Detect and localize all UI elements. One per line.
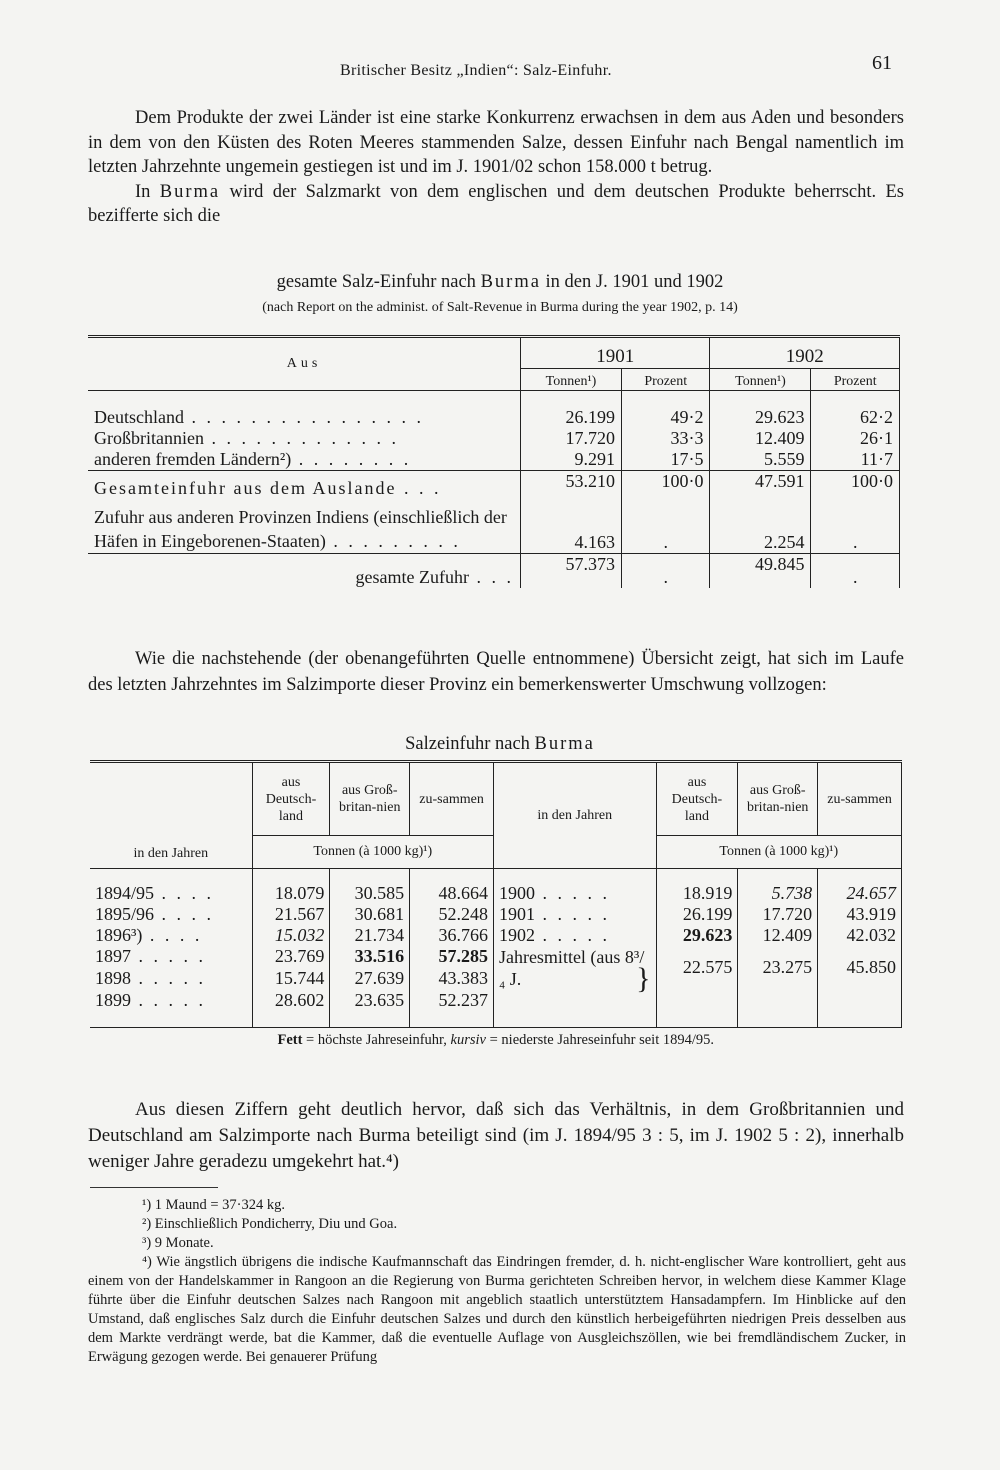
footnote-3: ³) 9 Monate. [142,1235,214,1251]
table1-title-burma: Burma [480,272,541,292]
row-label: Gesamteinfuhr aus dem Auslande [94,477,397,498]
cell-value: 48.664 [410,883,494,904]
year-label: 1898 [95,968,131,988]
leader-dots: . . . . . [534,882,610,903]
row-label: Großbritannien [94,427,204,448]
col-header-sum-right: zu-sammen [818,762,902,836]
table2-title [0,734,1000,755]
table-row [88,449,900,471]
cell-value: 9.291 [521,449,622,471]
col-header-aus: Aus [88,337,521,391]
year-label: 1900 [498,882,535,903]
cell-value: 52.248 [410,904,494,925]
col-header-prozent-1901: Prozent [622,368,710,390]
cell-value: 4.163 [521,499,622,554]
col-header-tonnen-1902: Tonnen¹) [710,368,811,390]
paragraph-2 [88,180,904,229]
cell-value: 17.720 [521,428,622,449]
leader-dots: . . . . . . . . . [325,530,461,551]
leader-dots: . . . . . . . . . . . . . . . . [183,406,424,427]
row-label: anderen fremden Ländern²) [94,448,292,469]
cell-value: 12.409 [738,925,818,946]
table-row [88,428,900,449]
table-row [90,946,902,968]
col-header-years-right: in den Jahren [493,762,656,869]
cell-value: 100·0 [622,470,710,499]
table-row-provinces [88,499,900,554]
row-label: Zufuhr aus anderen Provinzen Indiens (einschließlich der Häfen in Eingeborenen-Staaten) [94,506,507,551]
cell-value: 27.639 [330,968,410,990]
cell-value: 21.734 [330,925,410,946]
cell-value: 18.919 [656,883,738,904]
table1-title-b: in den J. 1901 und 1902 [540,272,724,292]
cell-value: 45.850 [818,946,902,990]
unit-header-left: Tonnen (à 1000 kg)¹) [252,836,493,869]
legend-mid: = höchste Jahreseinfuhr, [302,1031,451,1048]
col-header-years-left: in den Jahren [90,762,252,869]
unit-header-right: Tonnen (à 1000 kg)¹) [656,836,901,869]
cell-value: 49·2 [622,407,710,428]
cell-value: 17.720 [738,904,818,925]
footnote-4: ⁴) Wie ängstlich übrigens die indische Kaufmannschaft das Eindringen fremder, d. h. nicht-englischer Ware kontrolliert, geht aus einem von der Handelskammer in Rangoon an die Regierung von Burma gerichteten Schreiben hervor, in welchem diese Kammer Klage führte über die Einfuhr deutschen Salzes nach Rangoon mit angeblich staatlich unterstütztem Hansadampfern. Im Hinblicke auf den Umstand, daß englisches Salz durch die Einfuhr deutschen Salzes und durch den künstlich herbeigeführten niedrigen Preis desselben aus dem Markte verdrängt werde, bat die Kammer, daß die eventuelle Auflage von Ausgleichszöllen, wie bei fremdländischem Zucker, in Erwägung gezogen werde. Bei genauerer Prüfung [88,1254,906,1365]
cell-value: 43.919 [818,904,902,925]
cell-value: 100·0 [811,470,900,499]
col-header-gb-left: aus Groß-britan-nien [330,762,410,836]
cell-value: 30.681 [330,904,410,925]
cell-value-lowest: 24.657 [818,883,902,904]
year-label: 1897 [95,946,131,966]
leader-dots: . . . . [142,924,203,945]
cell-value: 23.275 [738,946,818,990]
legend-kursiv: kursiv [450,1031,486,1048]
cell-value: 12.409 [710,428,811,449]
brace-glyph: } [636,961,651,995]
page-number: 61 [872,52,892,74]
cell-value-highest: 29.623 [656,925,738,946]
paragraph-3-text: Wie die nachstehende (der obenangeführten Quelle entnommene) Übersicht zeigt, hat sich im Laufe des letzten Jahrzehntes im Salzimporte dieser Provinz ein bemerkenswerter Umschwung vollzogen: [88,649,904,695]
leader-dots: . . . . . [131,968,206,988]
year-label: 1894/95 [95,882,155,903]
cell-value: 52.237 [410,990,494,1028]
cell-value: 42.032 [818,925,902,946]
paragraph-4 [88,1097,904,1175]
cell-value: 18.079 [252,883,330,904]
col-header-1901: 1901 [521,337,710,369]
cell-value: 57.373 [521,553,622,588]
leader-dots: . . . . . . . . . . . . . [203,427,399,448]
table-row [90,925,902,946]
table-row [88,407,900,428]
cell-value: 21.567 [252,904,330,925]
paragraph-3 [88,646,904,698]
burma-spaced: Burma [159,181,221,202]
col-header-de-left: aus Deutsch-land [252,762,330,836]
row-label: Deutschland [94,406,184,427]
paragraph-2-end: wird der Salzmarkt von dem englischen und dem deutschen Produkte beherrscht. Es bezifferte sich die [88,181,904,226]
cell-value: 17·5 [622,449,710,471]
cell-value: 26.199 [521,407,622,428]
col-header-sum-left: zu-sammen [410,762,494,836]
cell-value-highest: 33.516 [330,946,410,968]
salt-import-table-1901-1902 [88,335,900,588]
leader-dots: . . . . [154,882,215,903]
running-header: Britischer Besitz „Indien“: Salz-Einfuhr. [340,62,612,79]
row-label: gesamte Zufuhr [355,566,469,587]
year-label: 1895/96 [95,903,155,924]
paragraph-2-start: In [135,181,160,202]
paragraph-1-text: Dem Produkte der zwei Länder ist eine starke Konkurrenz erwachsen in dem aus Aden und besonders in dem von den Küsten des Roten Meeres stammenden Salze, dessen Einfuhr nach Bengal namentlich im letzten Jahrzehnte ungemein gestiegen ist und im J. 1901/02 schon 158.000 t betrug. [88,108,904,177]
table-row [90,990,902,1028]
footnote-1: ¹) 1 Maund = 37·324 kg. [142,1197,286,1213]
table-row [90,883,902,904]
cell-value: 2.254 [710,499,811,554]
table-row-total [88,553,900,588]
cell-value: 62·2 [811,407,900,428]
leader-dots: . . . . . . . . [291,448,412,469]
paragraph-4-text: Aus diesen Ziffern geht deutlich hervor, daß sich das Verhältnis, in dem Großbritannien und Deutschland am Salzimporte nach Burma beteiligt sind (im J. 1894/95 3 : 5, im J. 1902 5 : 2), innerhalb weniger Jahre geradezu umgekehrt hat.⁴) [88,1099,904,1172]
table2-title-burma: Burma [534,734,595,754]
footnote-rule [90,1187,218,1188]
leader-dots: . . . . . [534,924,610,945]
table1-source: (nach Report on the administ. of Salt-Revenue in Burma during the year 1902, p. 14) [262,300,738,315]
col-header-1902: 1902 [710,337,900,369]
cell-value: 23.635 [330,990,410,1028]
cell-value: 53.210 [521,470,622,499]
cell-value: 26.199 [656,904,738,925]
leader-dots: . . . . . [534,903,610,924]
cell-value: . [811,553,900,588]
cell-value-lowest: 5.738 [738,883,818,904]
cell-value: 30.585 [330,883,410,904]
cell-value: 49.845 [710,553,811,588]
cell-value: 23.769 [252,946,330,968]
leader-dots: . . . [396,477,442,498]
col-header-gb-right: aus Groß-britan-nien [738,762,818,836]
cell-value: 43.383 [410,968,494,990]
cell-value: 28.602 [252,990,330,1028]
leader-dots: . . . . . [131,989,206,1010]
cell-value: 33·3 [622,428,710,449]
cell-value: 29.623 [710,407,811,428]
leader-dots: . . . [469,566,514,587]
leader-dots: . . . . . [131,946,206,966]
col-header-tonnen-1901: Tonnen¹) [521,368,622,390]
cell-value: 36.766 [410,925,494,946]
footnote-2: ²) Einschließlich Pondicherry, Diu und Goa. [142,1216,398,1232]
paragraph-1 [88,106,904,229]
cell-value: 22.575 [656,946,738,990]
table2-title-a: Salzeinfuhr nach [405,734,535,754]
cell-value: 15.744 [252,968,330,990]
table1-title-a: gesamte Salz-Einfuhr nach [276,272,481,292]
table-row [90,904,902,925]
cell-value: 47.591 [710,470,811,499]
table1-title [0,272,1000,293]
col-header-prozent-1902: Prozent [811,368,900,390]
year-label: 1901 [498,903,535,924]
leader-dots: . . . . [154,903,215,924]
year-label: 1896³) [95,924,143,945]
year-label: 1899 [95,989,131,1010]
cell-value: . [622,499,710,554]
cell-value: 11·7 [811,449,900,471]
cell-value: 5.559 [710,449,811,471]
cell-value: 26·1 [811,428,900,449]
footnotes [88,1196,906,1367]
table2-legend [90,1027,902,1049]
year-label: 1902 [498,924,535,945]
col-header-de-right: aus Deutsch-land [656,762,738,836]
cell-value: . [811,499,900,554]
legend-end: = niederste Jahreseinfuhr seit 1894/95. [485,1031,715,1048]
cell-value-highest: 57.285 [410,946,494,968]
cell-value: . [622,553,710,588]
table-row-total-foreign [88,470,900,499]
legend-fett: Fett [277,1031,303,1048]
year-label-average: Jahresmittel (aus 8³/₄ J. [498,946,645,989]
salt-import-by-year-table [90,760,902,1049]
cell-value-lowest: 15.032 [252,925,330,946]
